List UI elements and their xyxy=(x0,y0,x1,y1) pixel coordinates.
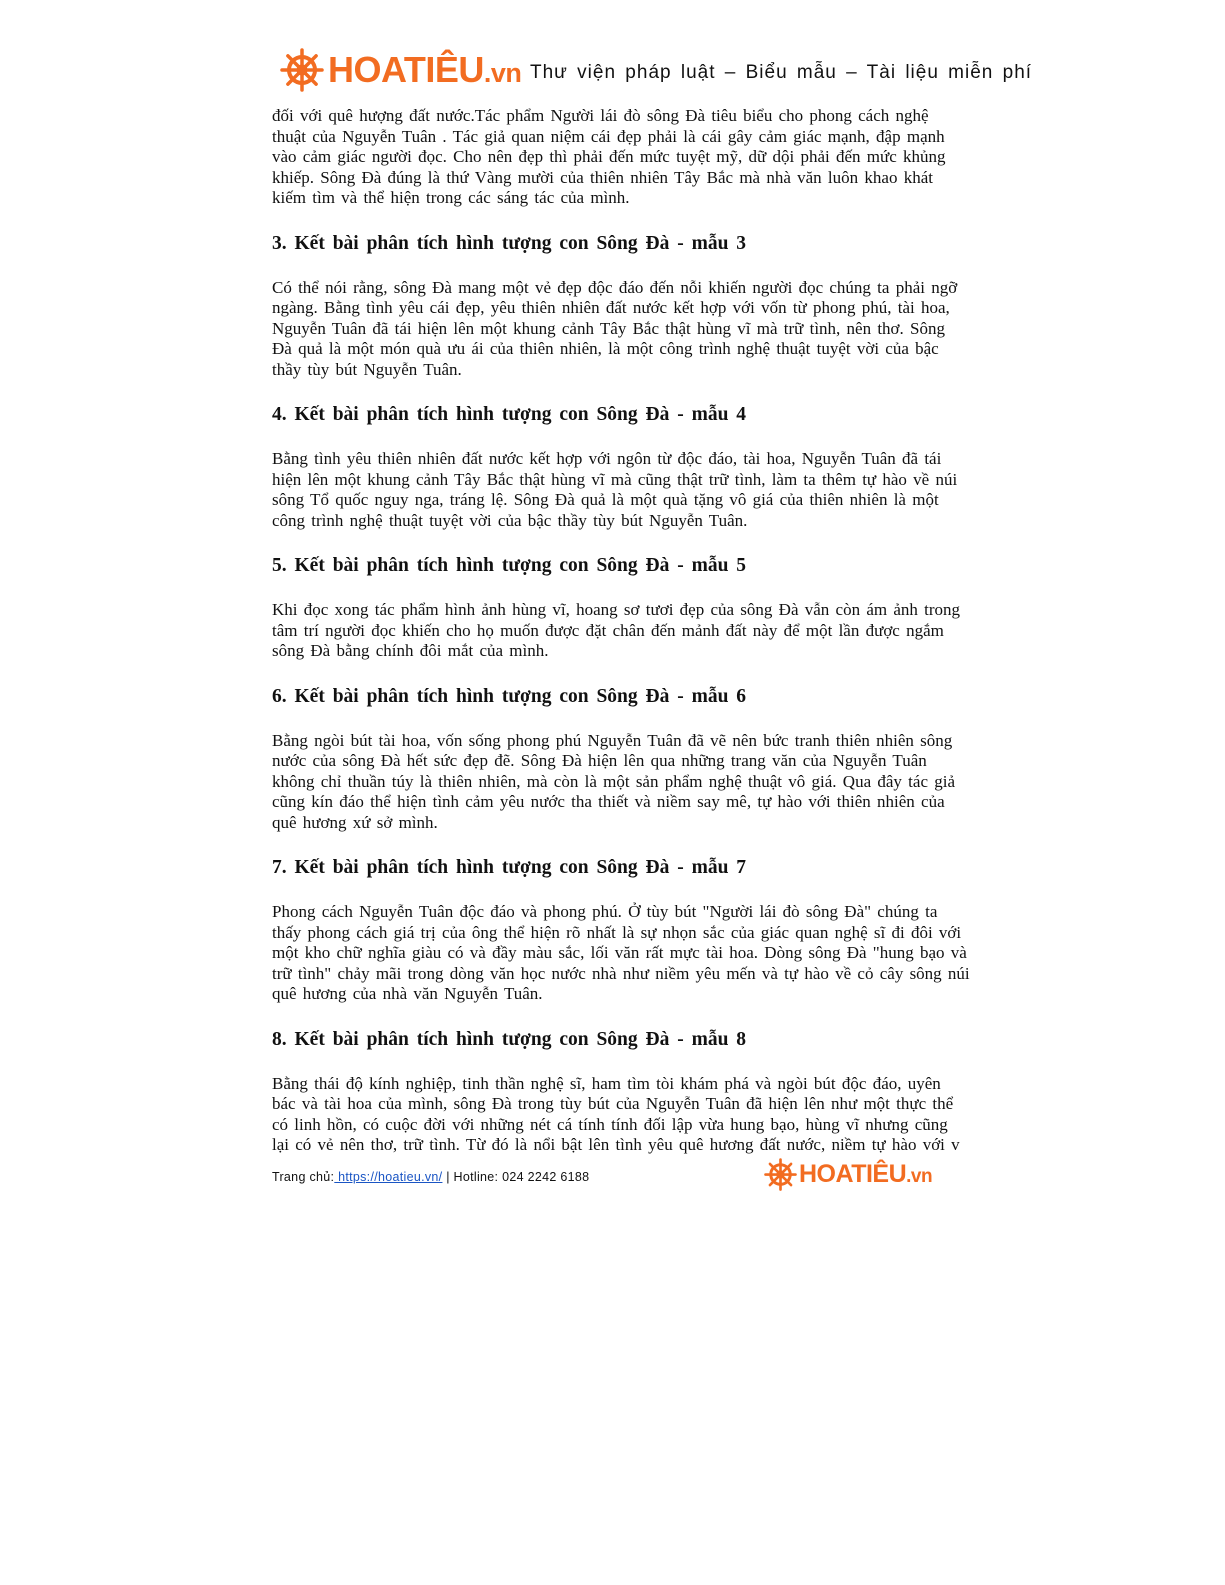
document-body xyxy=(272,106,1052,1156)
footer-home-link[interactable]: https://hoatieu.vn/ xyxy=(334,1170,443,1184)
section-3-heading: 3. Kết bài phân tích hình tượng con Sông Đà - mẫu 3 xyxy=(272,232,747,254)
footer-logo-main: HOATIÊU xyxy=(799,1160,907,1188)
footer-separator: | xyxy=(442,1170,454,1184)
footer-logo[interactable] xyxy=(764,1158,932,1191)
footer-home-label: Trang chủ: xyxy=(272,1170,335,1184)
section-4-heading: 4. Kết bài phân tích hình tượng con Sông Đà - mẫu 4 xyxy=(272,404,747,425)
section-6-body: Bằng ngòi bút tài hoa, vốn sống phong phú Nguyễn Tuân đã vẽ nên bức tranh thiên nhiên sông nước của sông Đà hết sức đẹp đẽ. Sông Đà hiện lên qua những trang văn của Nguyễn Tuân không chỉ thuần túy là thiên nhiên, mà còn là một sản phẩm nghệ thuật vô giá. Qua đây tác giả cũng kín đáo thể hiện tình cảm yêu nước tha thiết và niềm say mê, tự hào với thiên nhiên của quê hương xứ sở mình. xyxy=(272,730,956,832)
footer-logo-text xyxy=(799,1160,932,1189)
footer-contact xyxy=(272,1170,589,1184)
section-5-heading: 5. Kết bài phân tích hình tượng con Sông Đà - mẫu 5 xyxy=(272,555,747,576)
section-7-body: Phong cách Nguyễn Tuân độc đáo và phong phú. Ở tùy bút "Người lái đò sông Đà" chúng ta thấy phong cách giá trị của ông thể hiện rõ nhất là sự nhọn sắc của giác quan nghệ sĩ đi đôi với một kho chữ nghĩa giàu có và đầy màu sắc, lối văn rất mực tài hoa. Dòng sông Đà "hung bạo và trữ tình" chảy mãi trong dòng văn học nước nhà như niềm yêu mến và tự hào về cỏ cây sông núi quê hương của nhà văn Nguyễn Tuân. xyxy=(272,902,970,1003)
hoatieu-logo[interactable] xyxy=(280,44,521,96)
footer-logo-suffix: .vn xyxy=(906,1166,933,1187)
section-6-heading: 6. Kết bài phân tích hình tượng con Sông Đà - mẫu 6 xyxy=(272,685,747,707)
header-tagline: Thư viện pháp luật – Biểu mẫu – Tài liệu miễn phí xyxy=(530,62,1033,83)
page-header xyxy=(280,44,1040,100)
logo-text xyxy=(328,49,521,91)
section-4-body: Bằng tình yêu thiên nhiên đất nước kết hợp với ngôn từ độc đáo, tài hoa, Nguyễn Tuân đã tái hiện lên một khung cảnh Tây Bắc thật hùng vĩ mà cũng thật trữ tình, làm ta thêm tự hào về núi sông Tổ quốc nguy nga, tráng lệ. Sông Đà quả là một quà tặng vô giá của thiên nhiên là một công trình nghệ thuật tuyệt vời của bậc thầy tùy bút Nguyễn Tuân. xyxy=(272,449,958,530)
ship-wheel-icon xyxy=(280,48,324,92)
section-8-heading: 8. Kết bài phân tích hình tượng con Sông Đà - mẫu 8 xyxy=(272,1028,747,1050)
section-5-body: Khi đọc xong tác phẩm hình ảnh hùng vĩ, hoang sơ tươi đẹp của sông Đà vẫn còn ám ảnh trong tâm trí người đọc khiến cho họ muốn được đặt chân đến mảnh đất này để một lần được ngắm sông Đà bằng chính đôi mắt của mình. xyxy=(272,600,961,660)
section-3-body: Có thể nói rằng, sông Đà mang một vẻ đẹp độc đáo đến nỗi khiến người đọc chúng ta phải ngỡ ngàng. Bằng tình yêu cái đẹp, yêu thiên nhiên đất nước kết hợp với vốn từ phong phú, tài hoa, Nguyễn Tuân đã tái hiện lên một khung cảnh Tây Bắc thật hùng vĩ mà trữ tình, nên thơ. Sông Đà quả là một món quà ưu ái của thiên nhiên, là một công trình nghệ thuật tuyệt vời của bậc thầy tùy bút Nguyễn Tuân. xyxy=(272,277,958,379)
section-8-body: Bằng thái độ kính nghiệp, tinh thần nghệ sĩ, ham tìm tòi khám phá và ngòi bút độc đáo, uyên bác và tài hoa của mình, sông Đà trong tùy bút của Nguyễn Tuân đã hiện lên như một thực thể có linh hồn, có cuộc đời với những nét cá tính tính đối lập vừa hung bạo, hùng vĩ nhưng cũng lại có vẻ nên thơ, trữ tình. Từ đó là nổi bật lên tình yêu quê hương đất nước, niềm tự hào với v xyxy=(272,1073,960,1154)
section-7-heading: 7. Kết bài phân tích hình tượng con Sông Đà - mẫu 7 xyxy=(272,857,747,878)
logo-main: HOATIÊU xyxy=(328,49,484,90)
footer-hotline: Hotline: 024 2242 6188 xyxy=(453,1170,590,1184)
ship-wheel-icon xyxy=(764,1158,797,1191)
intro-paragraph: đối với quê hượng đất nước.Tác phẩm Người lái đò sông Đà tiêu biểu cho phong cách nghệ thuật của Nguyễn Tuân . Tác giả quan niệm cái đẹp phải là cái gây cảm giác mạnh, đập mạnh vào cảm giác người đọc. Cho nên đẹp thì phải đến mức tuyệt mỹ, dữ dội phải đến mức khủng khiếp. Sông Đà đúng là thứ Vàng mười của thiên nhiên Tây Bắc mà nhà văn luôn khao khát kiếm tìm và thể hiện trong các sáng tác của mình. xyxy=(272,106,946,207)
page-footer xyxy=(272,1158,1032,1198)
logo-suffix: .vn xyxy=(483,58,522,88)
